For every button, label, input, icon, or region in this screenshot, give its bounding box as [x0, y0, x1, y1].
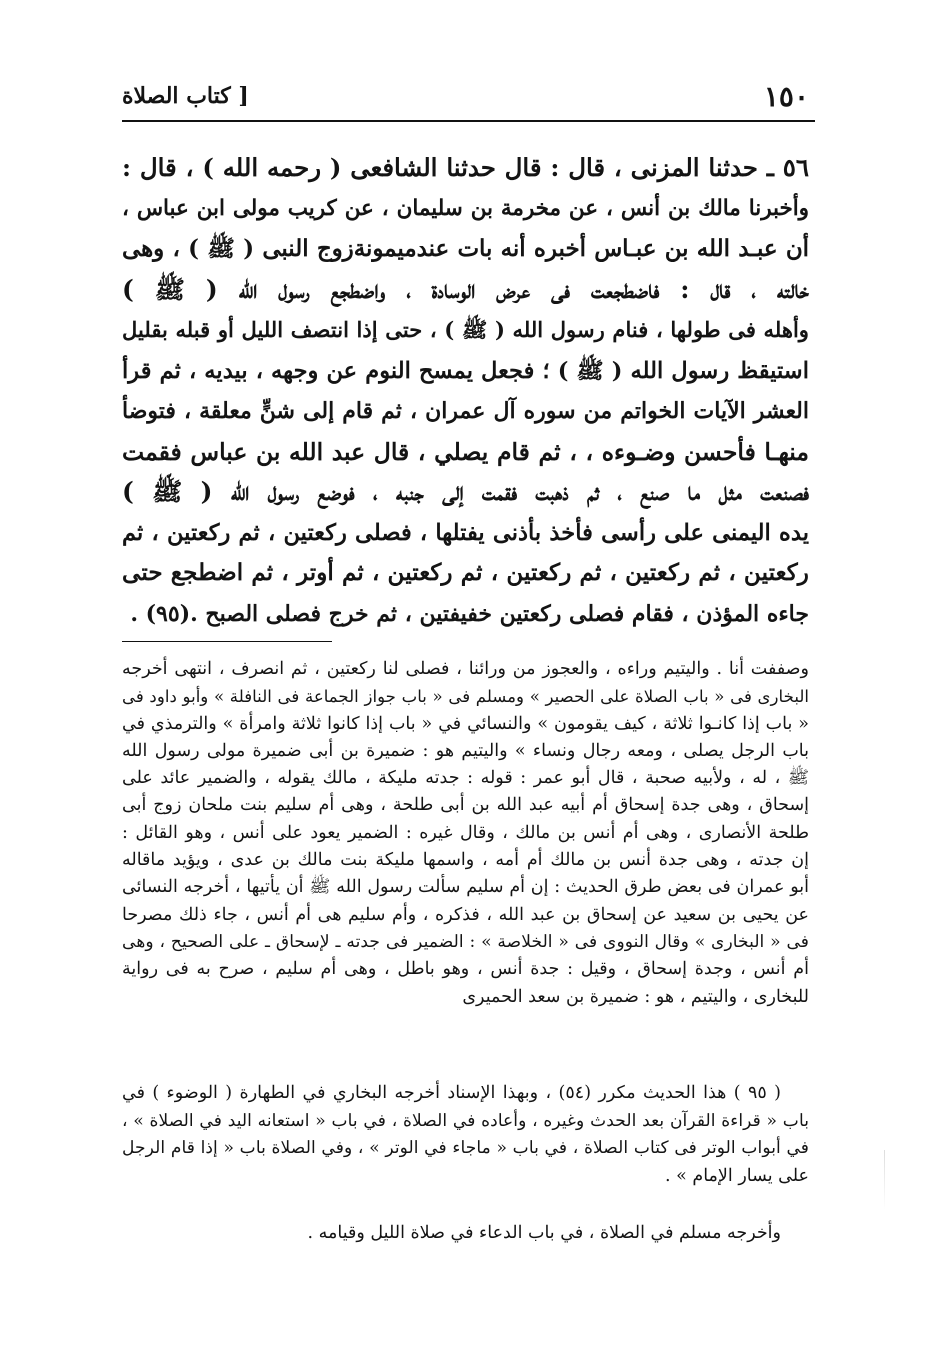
footnote-line: أبو عمران فى بعض طرق الحديث : إن أم سليم سألت رسول الله ﷺ أن يأتيها ، أخرجه النسائى [122, 877, 809, 898]
text-line: جاءه المؤذن ، فقام فصلى ركعتين خفيفتين ، ثم خرج فصلى الصبح .(٩٥) . [130, 600, 809, 627]
footnote-line: باب الرجل يصلى ، ومعه رجال ونساء » واليتيم هو : ضميرة بن أبى ضميرة مولى رسول الله [122, 740, 809, 761]
text-line: استيقظ رسول الله ( ﷺ ) ؛ فجعل يمسح النوم عن وجهه ، بيديه ، ثم قرأ [122, 357, 809, 384]
footnote-95 [122, 1080, 809, 1190]
scan-artifact [884, 1150, 885, 1210]
text-line: وأهله فى طولها ، فنام رسول الله ( ﷺ ) ، حتى إذا انتصف الليل أو قبله بقليل [122, 317, 809, 342]
text-line: خالته ، قال : فاضطجعت فى عرض الوسادة ، واضطجع رسول الله ( ﷺ ) [122, 274, 809, 304]
footnote-continuation [122, 656, 809, 1011]
footnote-line: للبخارى ، واليتيم ، هو : ضميرة بن سعد الحميرى [462, 986, 809, 1007]
text-line: ركعتين ، ثم ركعتين ، ثم ركعتين ، ثم ركعتين ، ثم أوتر ، ثم اضطجع حتى [122, 559, 809, 586]
footnote-line: فى « البخارى » وقال النووى فى « الخلاصة » : الضمير فى جدته ـ لإسحاق ـ على الصحيح ، وهى [122, 931, 809, 952]
footnote-line: على يسار الإمام » . [665, 1165, 809, 1186]
running-title: [ كتاب الصلاة [122, 83, 249, 109]
header-rule [122, 120, 815, 122]
text-line: العشر الآيات الخواتم من سوره آل عمران ، ثم قام إلى شنٍّ معلقة ، فتوضأ [122, 398, 809, 424]
text-line: يده اليمنى على رأسى فأخذ بأذنى يفتلها ، فصلى ركعتين ، ثم ركعتين ، ثم [122, 519, 809, 546]
footnote-line: وصففت أنا . واليتيم وراءه ، والعجوز من ورائنا ، فصلى لنا ركعتين ، ثم انصرف ، انتهى أخرجه [122, 659, 809, 679]
footnote-95-extra: وأخرجه مسلم في الصلاة ، في باب الدعاء في صلاة الليل وقيامه . [307, 1223, 781, 1243]
footnote-line: أم أنس ، وجدة إسحاق ، وقيل : جدة أنس ، وهو باطل ، وهى أم سليم ، صرح به فى رواية [122, 959, 809, 980]
footnote-line: ( ٩٥ ) هذا الحديث مكرر (٥٤) ، وبهذا الإسناد أخرجه البخاري في الطهارة ( الوضوء ) في [122, 1083, 781, 1103]
text-line: وأخبرنا مالك بن أنس ، عن مخرمة بن سليمان ، عن كريب مولى ابن عباس ، [122, 195, 809, 221]
text-line: أن عبـد الله بن عبـاس أخبره أنه بات عندميمونةزوج النبى ( ﷺ ) ، وهى [122, 235, 809, 262]
page-header [122, 78, 809, 114]
footnote-line: عن يحيى بن سعيد عن إسحاق بن عبد الله ، فذكره ، وأم سليم هى أم أنس ، جاء ذلك مصرحا [122, 904, 809, 925]
footnote-rule [122, 641, 332, 642]
footnote-line: « باب إذا كانـوا ثلاثة ، كيف يقومون » والنسائي في « باب إذا كانوا ثلاثة وامرأة » والترمذي في [122, 713, 809, 734]
text-line: ٥٦ ـ حدثنا المزنى ، قال : قال حدثنا الشافعى ( رحمه الله ) ، قال : [122, 153, 809, 182]
hadith-text [122, 148, 809, 634]
text-line: فصنعت مثل ما صنع ، ثم ذهبت فقمت إلى جنبه ، فوضع رسول الله ( ﷺ ) [122, 477, 809, 506]
text-line: منهـا فأحسن وضـوءه ، ، ثم قام يصلي ، قال عبد الله بن عباس فقمت [122, 437, 809, 466]
page-number: ١٥٠ [763, 79, 809, 113]
footnote-line: طلحة الأنصارى ، وهى أم أنس بن مالك ، وقال غيره : الضمير يعود على أنس ، وهو القائل : [122, 822, 809, 843]
footnote-line: باب « قراءة القرآن بعد الحدث وغيره ، وأعاده في الصلاة ، في باب « استعانه اليد في الصلاة » ، [122, 1110, 809, 1131]
footnote-line: ﷺ ، له ، ولأبيه صحبة ، قال أبو عمر : قوله : جدته مليكة ، مالك يقوله ، والضمير عائد على [122, 768, 809, 789]
footnote-line: إسحاق ، وهى جدة إسحاق أم أبيه عبد الله بن أبى طلحة ، وهى أم سليم بنت ملحان زوج أبى [122, 795, 809, 816]
footnote-line: إن جدته ، وهى جدة أنس بن مالك أم أمه ، واسمها مليكة بنت مالك بن عدى ، ويؤيد ماقاله [122, 850, 809, 871]
footnote-line: البخارى فى « باب الصلاة على الحصير » ومسلم فى « باب جواز الجماعة فى النافلة » وأبو داود فى [122, 687, 809, 707]
footnote-line: في أبواب الوتر فى كتاب الصلاة ، في باب « ماجاء في الوتر » ، وفي الصلاة باب « إذا قام الرجل [122, 1138, 809, 1158]
